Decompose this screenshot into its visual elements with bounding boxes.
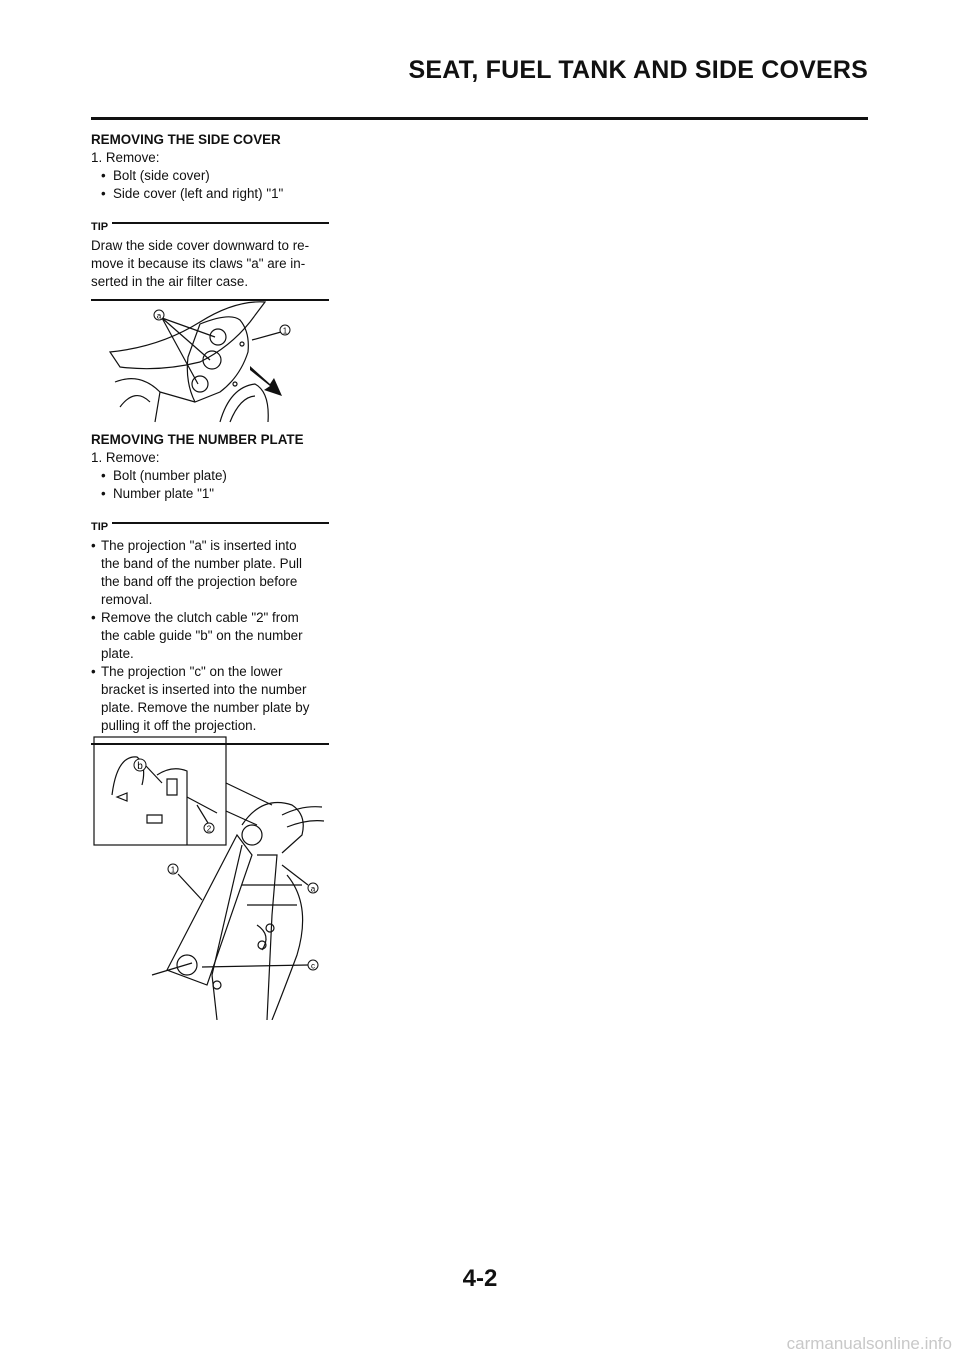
figure-label: 1: [282, 326, 288, 336]
tip-list: [91, 537, 329, 735]
figure-label: c: [311, 961, 315, 971]
tip-line: Draw the side cover downward to re-: [91, 238, 310, 253]
section-number-plate: [91, 431, 329, 745]
tip-label: TIP: [91, 222, 112, 233]
page-title: SEAT, FUEL TANK AND SIDE COVERS: [408, 56, 868, 84]
tip-box: [91, 211, 329, 301]
figure-label: 2: [206, 824, 212, 834]
side-cover-figure: [100, 292, 320, 424]
figure-label: a: [156, 311, 162, 321]
figure-label: 1: [170, 865, 176, 875]
tip-item-line: The projection "c" on the lower: [101, 664, 283, 679]
section-heading: REMOVING THE NUMBER PLATE: [91, 432, 304, 447]
tip-line: serted in the air filter case.: [91, 274, 249, 289]
tip-item: [91, 537, 329, 609]
tip-item-line: Remove the clutch cable "2" from: [101, 610, 299, 625]
tip-item-line: The projection "a" is inserted into: [101, 538, 297, 553]
tip-item-line: the cable guide "b" on the number: [101, 628, 303, 643]
tip-box: [91, 511, 329, 745]
tip-rule: [91, 222, 329, 224]
list-item: • Bolt (side cover): [91, 167, 329, 185]
section-heading: REMOVING THE SIDE COVER: [91, 132, 281, 147]
section-side-cover: [91, 131, 329, 301]
watermark: carmanualsonline.info: [786, 1334, 952, 1353]
tip-item-line: pulling it off the projection.: [101, 718, 257, 733]
tip-item: [91, 663, 329, 735]
step-label: 1. Remove:: [91, 150, 160, 165]
tip-item-line: plate. Remove the number plate by: [101, 700, 310, 715]
tip-rule: [91, 522, 329, 524]
tip-item-line: the band of the number plate. Pull: [101, 556, 302, 571]
tip-label: TIP: [91, 522, 112, 533]
tip-item-line: bracket is inserted into the number: [101, 682, 307, 697]
list-item: • Side cover (left and right) "1": [91, 185, 329, 203]
tip-line: move it because its claws "a" are in-: [91, 256, 306, 271]
step-label: 1. Remove:: [91, 450, 160, 465]
figure-label: b: [137, 761, 143, 772]
number-plate-figure: [92, 735, 332, 1020]
page-number: 4-2: [462, 1265, 498, 1292]
list-item: • Bolt (number plate): [91, 467, 329, 485]
tip-item: [91, 609, 329, 663]
tip-item-line: removal.: [101, 592, 153, 607]
tip-item-line: the band off the projection before: [101, 574, 298, 589]
list-item: • Number plate "1": [91, 485, 329, 503]
tip-item-line: plate.: [101, 646, 134, 661]
figure-label: a: [310, 884, 316, 894]
title-rule: [91, 117, 868, 120]
